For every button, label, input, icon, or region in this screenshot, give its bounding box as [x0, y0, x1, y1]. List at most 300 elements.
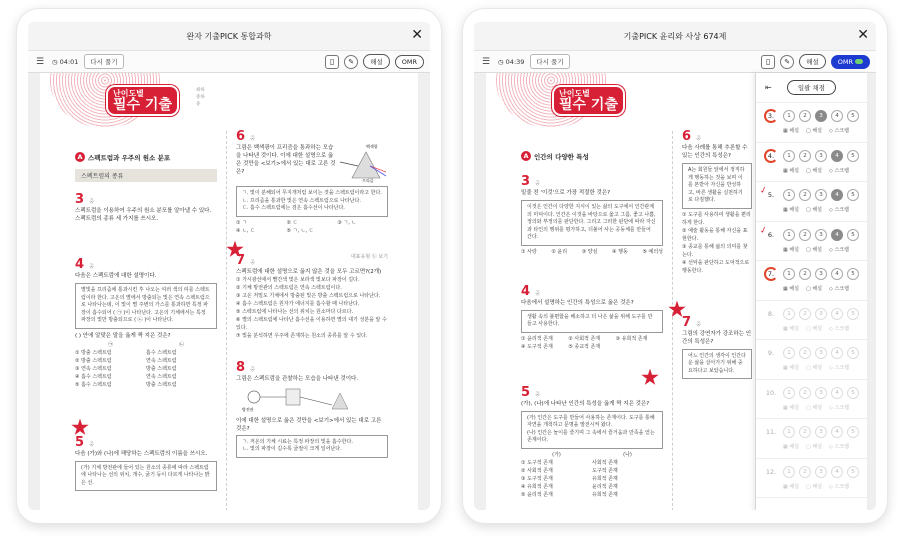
- explain-icon: ▢: [806, 444, 813, 450]
- explain-button[interactable]: [806, 206, 822, 213]
- answer-bubble[interactable]: 1: [783, 308, 795, 320]
- explain-label: 해설: [812, 207, 822, 213]
- q7-number: 7: [682, 314, 692, 330]
- q3-opt1[interactable]: ① 사랑: [521, 248, 537, 255]
- question-8[interactable]: [236, 356, 388, 458]
- spectrum-figure: [236, 385, 388, 415]
- omr-question-number: 11.: [765, 428, 777, 436]
- subsection-band: 스펙트럼의 종류: [75, 169, 217, 182]
- answer-bubble[interactable]: 4: [831, 189, 843, 201]
- answer-bubble[interactable]: 1: [783, 110, 795, 122]
- q5-col-b: (나): [623, 451, 632, 458]
- q6-box: A는 회원들 앞에서 정직하게 행동하는 것을 보며 이를 본받아 자신을 반성하고, 바른 생활을 실천하기로 다짐했다.: [682, 163, 752, 209]
- note-button[interactable]: [783, 246, 799, 253]
- explain-button[interactable]: [806, 127, 822, 134]
- answer-bubble[interactable]: 5: [847, 347, 859, 359]
- question-4[interactable]: [521, 280, 663, 351]
- explain-icon: ▢: [806, 483, 813, 490]
- scrap-button[interactable]: [829, 404, 849, 411]
- left-column: [521, 143, 663, 499]
- note-button[interactable]: [783, 127, 799, 134]
- q8-number: 8: [236, 359, 246, 375]
- explain-label: 해설: [812, 404, 822, 411]
- note-label: 해설: [789, 325, 799, 332]
- answer-bubble[interactable]: 3: [815, 150, 827, 162]
- q4-opt5-a[interactable]: ⑤ 흡수 스펙트럼: [75, 381, 112, 388]
- answer-bubble[interactable]: 1: [783, 189, 795, 201]
- note-icon: ▦: [783, 286, 790, 292]
- note-button[interactable]: [783, 285, 799, 292]
- explain-button[interactable]: [806, 325, 822, 332]
- q7-level: 중: [250, 259, 255, 266]
- brand-bottom: 필수 기출: [113, 97, 172, 113]
- question-3[interactable]: [521, 170, 663, 256]
- q5-opt4-a[interactable]: ④ 유희적 존재: [521, 483, 553, 490]
- explain-label: 해설: [812, 483, 822, 490]
- answer-bubble[interactable]: 5: [847, 229, 859, 241]
- note-label: 해설: [789, 444, 799, 450]
- scrap-button[interactable]: [829, 483, 849, 490]
- omr-row-actions: [783, 325, 849, 332]
- omr-button[interactable]: [831, 55, 870, 69]
- omr-panel: [755, 73, 867, 510]
- answer-bubble[interactable]: 5: [847, 466, 859, 478]
- answer-bubble[interactable]: 3: [815, 466, 827, 478]
- tag-3: 중: [196, 102, 201, 107]
- prism-shape: [352, 152, 380, 178]
- timer-value: 04:39: [505, 57, 525, 66]
- column-divider: [226, 131, 227, 510]
- q8-ask: 이에 대한 설명으로 옳은 것만을 <보기>에서 있는 대로 고른 것은?: [236, 417, 382, 432]
- answer-bubble[interactable]: 3: [815, 308, 827, 320]
- q4-options: [521, 335, 663, 351]
- q3-opt5[interactable]: ⑤ 예의성: [642, 248, 663, 255]
- scrap-label: 스크랩: [834, 286, 849, 292]
- answer-bubble[interactable]: 3: [815, 268, 827, 280]
- q3-number: 3: [521, 174, 531, 189]
- q7-text: 스펙트럼에 대한 설명으로 옳지 않은 것을 모두 고르면?(2개): [236, 268, 382, 275]
- answer-bubble[interactable]: 2: [799, 229, 811, 241]
- answer-bubble[interactable]: 3: [815, 110, 827, 122]
- q6-opt3[interactable]: ③ 종교를 통해 삶의 의미를 찾는다.: [682, 243, 748, 258]
- answer-bubbles: [783, 268, 859, 280]
- q5-options: [521, 451, 663, 499]
- q4-col-b: ㉡: [178, 341, 184, 348]
- answer-bubble[interactable]: 5: [847, 189, 859, 201]
- answer-bubble[interactable]: 1: [783, 229, 795, 241]
- note-label: 해설: [789, 167, 799, 174]
- q4-level: 중: [89, 264, 94, 270]
- answer-bubbles: [783, 308, 859, 320]
- q4-opt1-b: 흡수 스펙트럼: [146, 349, 177, 356]
- omr-label: OMR: [837, 57, 853, 66]
- q5-box: (가) 기체 방전관에 들어 있는 원소의 종류에 따라 스펙트럼에 나타나는 선의 위치, 개수, 굵기 등이 다르게 나타나는 밝은 선.: [75, 461, 217, 492]
- q7-box: 어느 인간의 생각이 인간다운 삶을 살아가기 위해 중요하다고 보았습니다.: [682, 349, 752, 380]
- answer-bubble[interactable]: 5: [847, 110, 859, 122]
- omr-row: [756, 340, 867, 380]
- q6-number: 6: [682, 129, 692, 144]
- ray-2: [300, 397, 332, 405]
- q4-options: [75, 341, 217, 389]
- grade-all-button[interactable]: 일괄 채점: [787, 80, 836, 95]
- omr-question-number: 3.: [764, 109, 778, 123]
- answer-bubble[interactable]: 2: [799, 189, 811, 201]
- q7-opt3[interactable]: ③ 고온 저밀도 기체에서 방출된 빛은 방출 스펙트럼으로 나타난다.: [236, 292, 381, 299]
- q4-opt2[interactable]: ② 사회적 존재: [568, 335, 601, 342]
- answer-bubble[interactable]: 3: [815, 347, 827, 359]
- answer-bubble[interactable]: 1: [783, 426, 795, 438]
- q5-opt2-a[interactable]: ② 사회적 존재: [521, 467, 553, 474]
- viewer-left: [28, 22, 430, 510]
- answer-bubble[interactable]: 1: [783, 150, 795, 162]
- q7-opt1[interactable]: ① 가시광선에서 빨간색 빛은 보라색 빛보다 파장이 길다.: [236, 276, 360, 283]
- scrap-button[interactable]: [829, 206, 849, 213]
- q4-opt4-b: 연속 스펙트럼: [146, 373, 177, 380]
- omr-header: [756, 73, 867, 103]
- note-button[interactable]: [783, 404, 799, 411]
- explain-button[interactable]: [806, 364, 822, 371]
- prism-figure: [340, 144, 386, 184]
- note-label: 해설: [789, 246, 799, 253]
- section-title: 스펙트럼과 우주의 원소 분포: [88, 153, 171, 162]
- right-column: [682, 125, 752, 379]
- question-6[interactable]: [236, 125, 388, 235]
- pen-icon[interactable]: ✎: [780, 55, 794, 69]
- q5-opt1-a[interactable]: ① 도구적 존재: [521, 459, 553, 466]
- scrap-button[interactable]: [829, 443, 849, 450]
- answer-bubble[interactable]: 1: [783, 347, 795, 359]
- q8-box: ㄱ. 저온의 기체 시료는 특정 파장의 빛을 흡수한다. ㄴ. 빛의 파장이 길수록 굴절이 크게 일어난다.: [236, 435, 388, 458]
- scrap-label: 스크랩: [834, 167, 849, 174]
- brand-badge: [106, 85, 179, 116]
- answer-bubbles: [783, 150, 859, 162]
- answer-bubble[interactable]: 4: [831, 110, 843, 122]
- note-button[interactable]: [783, 364, 799, 371]
- collapse-icon[interactable]: ⇤: [765, 83, 772, 92]
- q6-opt3[interactable]: ③ ㄱ, ㄴ: [337, 219, 357, 226]
- lamp-shape: [248, 391, 260, 403]
- scrap-icon: ◇: [829, 167, 835, 174]
- menu-icon[interactable]: ☰: [481, 56, 491, 67]
- q4-opt4[interactable]: ④ 도구적 존재: [521, 343, 553, 350]
- scrap-icon: ◇: [829, 483, 835, 490]
- answer-bubbles: [783, 426, 859, 438]
- question-3[interactable]: [75, 188, 217, 223]
- scrap-label: 스크랩: [834, 207, 849, 213]
- answer-bubble[interactable]: 4: [831, 387, 843, 399]
- answer-bubble[interactable]: 1: [783, 387, 795, 399]
- q6-opt2[interactable]: ② 예술 활동을 통해 자신을 표현한다.: [682, 227, 748, 242]
- answer-bubble[interactable]: 5: [847, 308, 859, 320]
- q6-opt2[interactable]: ② ㄷ: [286, 219, 298, 226]
- answer-bubble[interactable]: 5: [847, 387, 859, 399]
- answer-bubble[interactable]: 2: [799, 150, 811, 162]
- question-7[interactable]: [236, 249, 388, 340]
- note-button[interactable]: [783, 483, 799, 490]
- question-6[interactable]: [682, 125, 752, 275]
- scrap-label: 스크랩: [834, 483, 849, 490]
- scrap-button[interactable]: [829, 167, 849, 174]
- answer-bubble[interactable]: 1: [783, 466, 795, 478]
- fig-label-tube: 방전관: [242, 406, 254, 412]
- q4-opt5[interactable]: ⑤ 종교적 존재: [568, 343, 601, 350]
- q4-box: 생활 속의 불편함을 해소하고 더 나은 삶을 위해 도구를 만들고 사용한다.: [521, 310, 663, 333]
- explain-icon: ▢: [806, 207, 813, 213]
- scrap-icon: ◇: [829, 128, 835, 134]
- question-5[interactable]: [521, 381, 663, 499]
- scrap-label: 스크랩: [834, 444, 849, 450]
- note-button[interactable]: [783, 167, 799, 174]
- note-icon: ▦: [783, 246, 790, 253]
- answer-bubble[interactable]: 2: [799, 110, 811, 122]
- note-icon: ▦: [783, 444, 790, 450]
- scrap-icon: ◇: [829, 246, 835, 253]
- explain-icon: ▢: [806, 325, 813, 332]
- answer-bubbles: [783, 466, 859, 478]
- answer-bubble[interactable]: 2: [799, 426, 811, 438]
- explain-label: 해설: [812, 246, 822, 253]
- explain-icon: ▢: [806, 128, 813, 134]
- explain-label: 해설: [812, 444, 822, 450]
- answer-bubble[interactable]: 4: [831, 466, 843, 478]
- q8-level: 중: [250, 366, 255, 373]
- question-7[interactable]: [682, 311, 752, 380]
- answer-bubble[interactable]: 5: [847, 268, 859, 280]
- note-button[interactable]: [783, 325, 799, 332]
- q7-opt7[interactable]: ⑦ 빛을 분석하면 우주에 존재하는 원소의 종류를 알 수 있다.: [236, 332, 368, 339]
- omr-question-number: 10.: [765, 388, 777, 397]
- scrap-label: 스크랩: [834, 404, 849, 411]
- q4-opt4-a[interactable]: ④ 흡수 스펙트럼: [75, 373, 112, 380]
- q4-col-a: ㉠: [107, 341, 113, 348]
- section-letter: A: [521, 151, 531, 161]
- note-icon: ▦: [783, 325, 790, 332]
- answer-bubble[interactable]: 4: [831, 347, 843, 359]
- toolbar: [28, 50, 430, 73]
- answer-bubble[interactable]: 5: [847, 150, 859, 162]
- answer-bubble[interactable]: 4: [831, 426, 843, 438]
- note-label: 해설: [789, 404, 799, 411]
- note-icon: ▦: [783, 483, 790, 490]
- book-title: 완자 기출PICK 통합과학: [186, 31, 272, 41]
- q6-opt4[interactable]: ④ ㄴ, ㄷ: [236, 227, 255, 234]
- q5-text: (가), (나)에 나타난 인간의 특성을 옳게 짝 지은 것은?: [521, 400, 650, 407]
- omr-row: [756, 143, 867, 183]
- q3-opt2[interactable]: ② 윤리: [551, 248, 568, 255]
- note-label: 해설: [789, 365, 799, 371]
- q5-opt3-a[interactable]: ③ 도구적 존재: [521, 475, 553, 482]
- omr-row: [756, 222, 867, 262]
- q6-options: [236, 219, 388, 235]
- omr-row-actions: [783, 206, 849, 213]
- section-letter: A: [75, 152, 85, 162]
- answer-bubbles: [783, 347, 859, 359]
- tablet-left: [17, 9, 441, 523]
- q5-col-a: (가): [552, 451, 561, 458]
- q4-opt1-a[interactable]: ① 방출 스펙트럼: [75, 349, 112, 356]
- q7-opt4[interactable]: ④ 흡수 스펙트럼은 원자가 에너지를 흡수할 때 나타난다.: [236, 300, 360, 307]
- omr-question-number: 9.: [767, 349, 775, 357]
- q7-opt5[interactable]: ⑤ 스펙트럼에 나타나는 선의 위치는 원소마다 다르다.: [236, 308, 354, 315]
- answer-bubbles: [783, 387, 859, 399]
- answer-bubble[interactable]: 4: [831, 150, 843, 162]
- clock-icon: ◷: [498, 57, 504, 66]
- q6-text: 그림은 백색광이 프리즘을 통과하는 모습을 나타낸 것이다. 이에 대한 설명으로 옳은 것만을 <보기>에서 있는 대로 고른 것은?: [236, 145, 336, 175]
- q6-box: ㄱ. 빛이 분해되어 무지개처럼 보이는 것을 스펙트럼이라고 한다. ㄴ. 프리즘을 통과한 빛은 연속 스펙트럼으로 나타난다. ㄷ. 흡수 스펙트럼에는 검은 흡수선이 나타난다.: [236, 186, 388, 217]
- layout-icon[interactable]: ▯: [325, 55, 339, 69]
- retry-button[interactable]: 다시 풀기: [84, 54, 123, 69]
- toggle-icon: [855, 59, 863, 64]
- note-button[interactable]: [783, 443, 799, 450]
- retry-button[interactable]: 다시 풀기: [530, 54, 569, 69]
- timer-value: 04:01: [59, 57, 79, 66]
- column-divider: [672, 131, 673, 510]
- scrap-icon: ◇: [829, 325, 835, 332]
- scrap-button[interactable]: [829, 285, 849, 292]
- close-icon[interactable]: ✕: [857, 27, 869, 43]
- scrap-icon: ◇: [829, 365, 835, 371]
- answer-bubble[interactable]: 2: [799, 387, 811, 399]
- omr-row-actions: [783, 364, 849, 371]
- q3-opt4[interactable]: ④ 행동: [612, 248, 628, 255]
- difficulty-legend: [196, 87, 205, 108]
- tag-2: 중하: [196, 95, 205, 100]
- q7-level: 중: [696, 321, 701, 328]
- answer-bubble[interactable]: 3: [815, 189, 827, 201]
- scrap-icon: ◇: [829, 286, 835, 292]
- q4-number: 4: [75, 257, 85, 272]
- timer: [52, 58, 78, 66]
- tag-1: 최하: [196, 88, 205, 93]
- explain-button[interactable]: 해설: [799, 54, 826, 69]
- workbook-page: [40, 73, 418, 510]
- q3-text: 스펙트럼을 이용하여 우주의 원소 분포를 알아낼 수 있다. 스펙트럼의 종류 세 가지를 쓰시오.: [75, 208, 212, 222]
- q4-opt3-a[interactable]: ③ 연속 스펙트럼: [75, 365, 112, 372]
- answer-bubble[interactable]: 5: [847, 426, 859, 438]
- close-icon[interactable]: ✕: [411, 27, 423, 43]
- explain-button[interactable]: [806, 404, 822, 411]
- title-bar: [474, 22, 876, 50]
- scrap-button[interactable]: [829, 127, 849, 134]
- note-button[interactable]: [783, 206, 799, 213]
- light-ray: [340, 162, 358, 166]
- explain-button[interactable]: [806, 285, 822, 292]
- scrap-button[interactable]: [829, 246, 849, 253]
- q6-opt1[interactable]: ① 도구를 사용하여 생활을 편리하게 한다.: [682, 211, 751, 226]
- answer-bubble[interactable]: 3: [815, 426, 827, 438]
- q5-opt2-b: 도구적 존재: [592, 467, 618, 474]
- scrap-button[interactable]: [829, 364, 849, 371]
- q4-opt1[interactable]: ① 윤리적 존재: [521, 335, 553, 342]
- q3-box: 이것은 인간이 다양한 지식이 있는 삶의 도구에서 인간관계의 미덕이다. 인간은 이것을 바탕으로 옳고 그름, 좋고 나쁨, 정의와 부정의를 판단한다. 그리고 그러한 판단에 따라 자신과 타인의 행위를 평가하고, 더불어 사는 공동체를 만들어 간다.: [521, 200, 663, 246]
- answer-bubble[interactable]: 4: [831, 268, 843, 280]
- question-5[interactable]: [75, 431, 217, 492]
- answer-bubbles: [783, 110, 859, 122]
- q7-opt6[interactable]: ⑥ 별의 스펙트럼에 나타난 흡수선을 이용하면 별의 대기 성분을 알 수 있다.: [236, 316, 387, 331]
- omr-row-actions: [783, 404, 849, 411]
- answer-bubble[interactable]: 1: [783, 268, 795, 280]
- omr-row-actions: [783, 285, 849, 292]
- q5-box: (가) 인간은 도구를 만들어 사용하는 존재이다. 도구를 통해 자연을 개척하고 문명을 발전시켜 왔다. (나) 인간은 놀이를 즐기며 그 속에서 즐거움과 만족을 얻는 존재이다.: [521, 411, 663, 449]
- q6-opt5[interactable]: ⑤ ㄱ, ㄴ, ㄷ: [286, 227, 314, 234]
- menu-icon[interactable]: ☰: [35, 56, 45, 67]
- answer-bubble[interactable]: 3: [815, 229, 827, 241]
- omr-row-actions: [783, 483, 849, 490]
- answer-bubble[interactable]: 4: [831, 308, 843, 320]
- answer-bubble[interactable]: 2: [799, 347, 811, 359]
- explain-button[interactable]: [806, 246, 822, 253]
- correct-mark-icon: ✓: [758, 224, 769, 237]
- q5-number: 5: [75, 434, 85, 450]
- q3-opt3[interactable]: ③ 양심: [581, 248, 598, 255]
- answer-bubble[interactable]: 3: [815, 387, 827, 399]
- prism-small: [332, 393, 348, 409]
- answer-bubble[interactable]: 4: [831, 229, 843, 241]
- note-icon: ▦: [783, 404, 790, 411]
- explain-label: 해설: [812, 365, 822, 371]
- scrap-icon: ◇: [829, 404, 835, 411]
- omr-row: [756, 261, 867, 301]
- q6-level: 중: [696, 136, 701, 142]
- explain-button[interactable]: [806, 167, 822, 174]
- q4-box: 별빛을 프리즘에 통과시킨 후 나오는 여러 색의 띠를 스펙트럼이라 한다. 고온의 별에서 방출되는 빛은 연속 스펙트럼으로 나타나는데, 이 빛이 별 주변의 가스를 통과하면 특정 파장이 흡수되어 ( ㉠ )이 나타난다. 고온의 기체에서는 특정 파장의 빛만 방출되므로 ( ㉡ )이 나타난다.: [75, 283, 217, 329]
- omr-question-number: 6.: [767, 230, 775, 239]
- explain-button[interactable]: 해설: [363, 54, 390, 69]
- section-heading: [521, 151, 589, 161]
- scrap-icon: ◇: [829, 444, 835, 450]
- omr-button[interactable]: [395, 55, 424, 69]
- q4-opt3[interactable]: ③ 유희적 존재: [615, 335, 648, 342]
- note-label: 해설: [789, 483, 799, 490]
- answer-bubble[interactable]: 2: [799, 308, 811, 320]
- omr-row: [756, 103, 867, 143]
- note-icon: ▦: [783, 207, 790, 213]
- brand-top: 난이도별: [559, 89, 590, 98]
- q4-opt2-b: 연속 스펙트럼: [146, 357, 177, 364]
- layout-icon[interactable]: ▯: [761, 55, 775, 69]
- scrap-button[interactable]: [829, 325, 849, 332]
- question-4[interactable]: [75, 253, 217, 389]
- q6-opt1[interactable]: ① ㄱ: [236, 219, 247, 226]
- omr-row: [756, 182, 867, 222]
- q3-number: 3: [75, 192, 85, 207]
- q7-opt2[interactable]: ② 기체 방전관의 스펙트럼은 연속 스펙트럼이다.: [236, 284, 342, 291]
- omr-row: [756, 419, 867, 459]
- pen-icon[interactable]: ✎: [344, 55, 358, 69]
- clock-icon: ◷: [52, 57, 58, 66]
- brand-top: 난이도별: [113, 89, 144, 98]
- q4-opt3-b: 방출 스펙트럼: [146, 365, 177, 372]
- answer-bubble[interactable]: 2: [799, 466, 811, 478]
- tablet-right: [463, 9, 887, 523]
- viewer-right: [474, 22, 876, 510]
- q5-opt5-a[interactable]: ⑤ 윤리적 존재: [521, 491, 553, 498]
- answer-bubble[interactable]: 2: [799, 268, 811, 280]
- omr-question-number: 5.: [767, 191, 775, 199]
- book-title: 기출PICK 윤리와 사상 674제: [623, 31, 727, 41]
- q5-opt5-b: 유희적 존재: [592, 491, 618, 498]
- q4-opt2-a[interactable]: ② 방출 스펙트럼: [75, 357, 112, 364]
- explain-label: 해설: [812, 325, 822, 332]
- explain-button[interactable]: [806, 483, 822, 490]
- q3-options: [521, 248, 663, 256]
- explain-icon: ▢: [806, 404, 813, 411]
- q6-opt4[interactable]: ④ 선악을 판단하고 도덕적으로 행동한다.: [682, 259, 750, 274]
- q5-opt4-b: 윤리적 존재: [592, 483, 618, 490]
- tube-shape: [286, 389, 300, 405]
- explain-button[interactable]: [806, 443, 822, 450]
- section-title: 인간의 다양한 특성: [534, 152, 589, 161]
